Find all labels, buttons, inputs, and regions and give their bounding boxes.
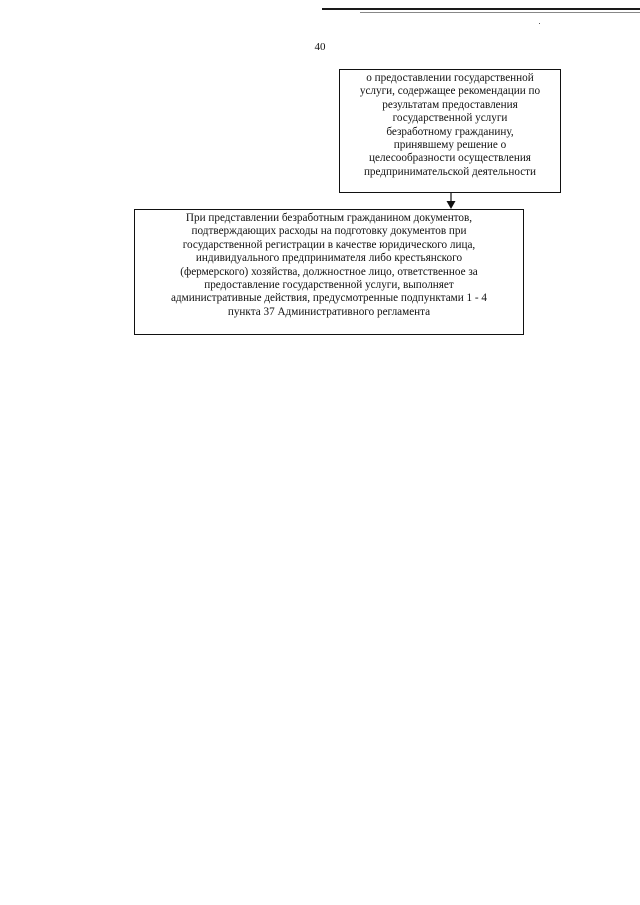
node-text-line: о предоставлении государственной: [366, 72, 534, 84]
node-text-line: индивидуального предпринимателя либо крестьянского: [195, 252, 463, 265]
flow-node-bottom: [134, 209, 524, 335]
node-text-line: При представлении безработным гражданином документов,: [185, 212, 473, 224]
node-text-line: целесообразности осуществления: [369, 152, 531, 165]
node-text-line: услуги, содержащее рекомендации по: [359, 85, 541, 98]
page-number: 40: [314, 41, 326, 53]
arrowhead-icon: [447, 201, 456, 209]
node-text-line: государственной регистрации в качестве юридического лица,: [182, 238, 476, 251]
node-text-line: результатам предоставления: [382, 98, 518, 111]
node-text-line: (фермерского) хозяйства, должностное лицо, ответственное за: [180, 265, 478, 278]
node-text-line: государственной услуги: [392, 112, 508, 125]
node-text-line: административные действия, предусмотренные подпунктами 1 - 4: [170, 292, 488, 305]
node-text-line: подтверждающих расходы на подготовку документов при: [191, 225, 467, 238]
node-text-line: принявшему решение о: [393, 139, 507, 152]
node-text-line: пункта 37 Административного регламента: [227, 305, 431, 318]
node-text-line: предпринимательской деятельности: [363, 165, 537, 178]
node-text-line: предоставление государственной услуги, выполняет: [204, 279, 454, 292]
node-text-line: безработному гражданину,: [386, 125, 514, 138]
